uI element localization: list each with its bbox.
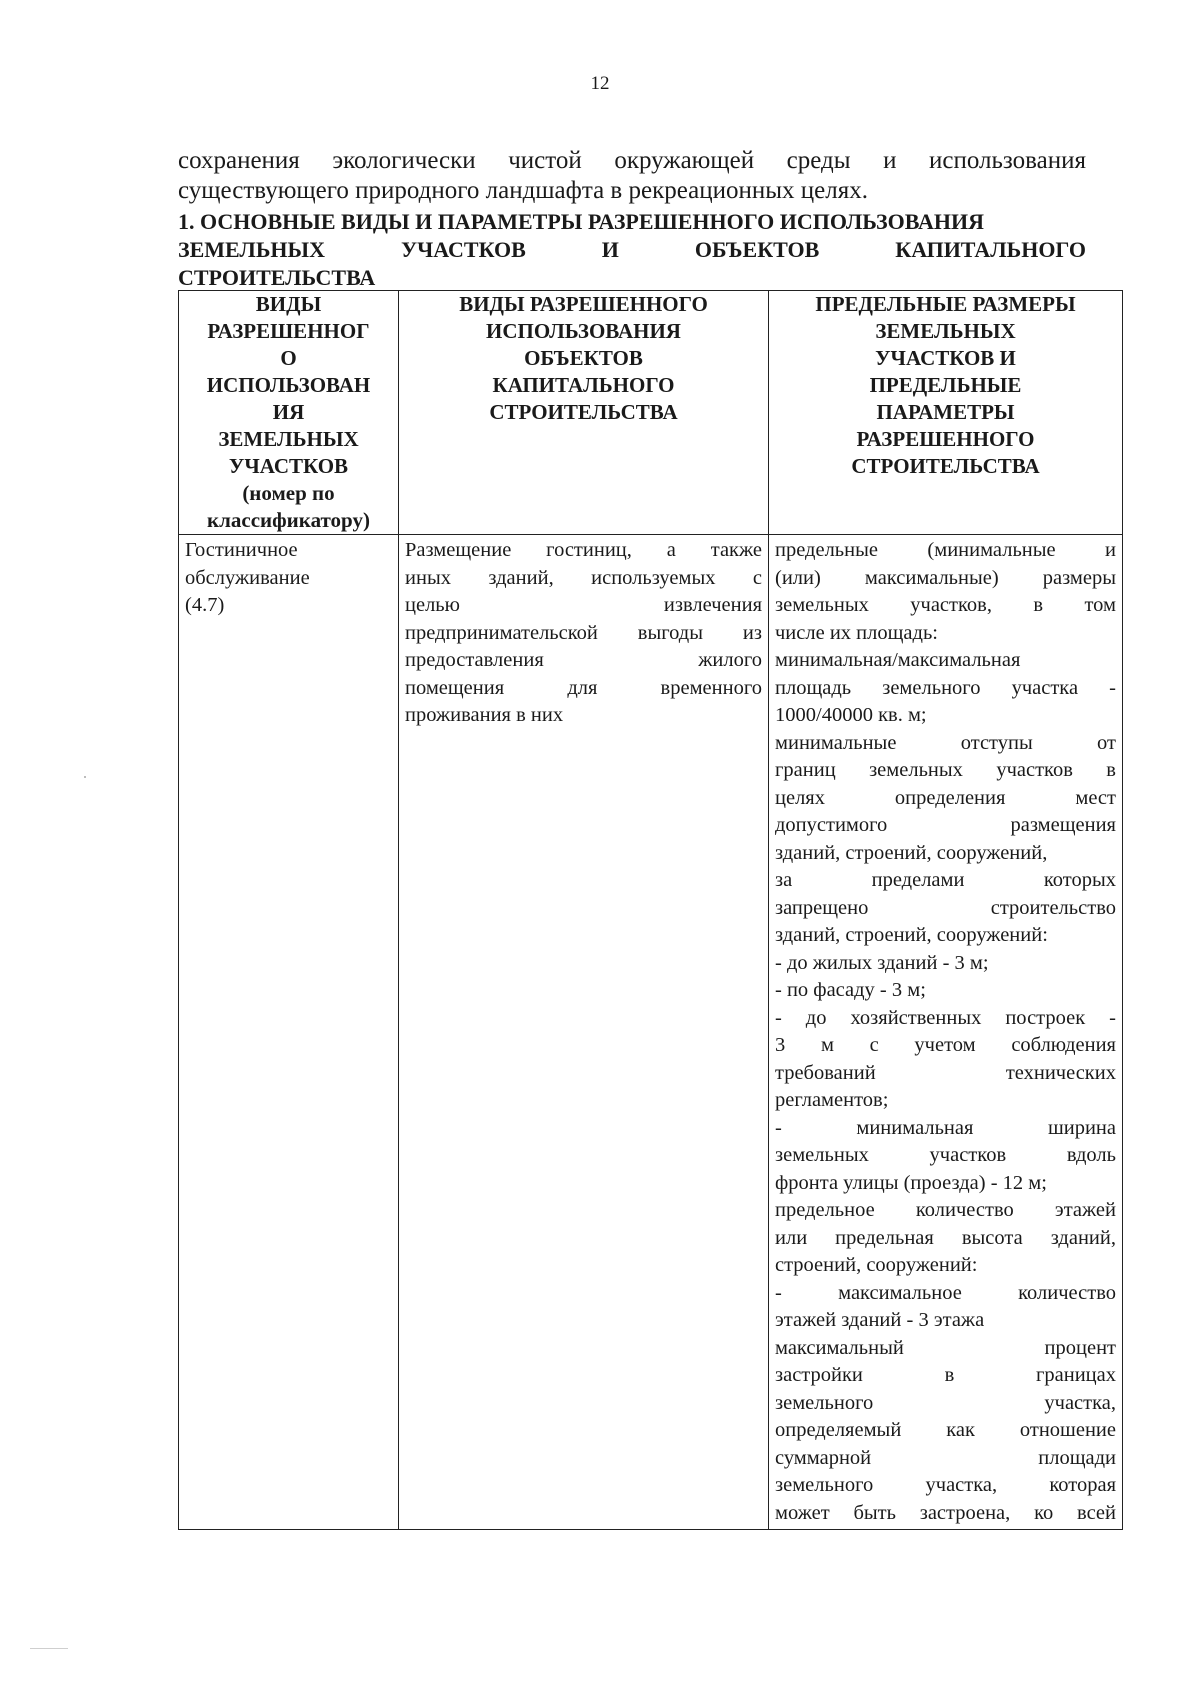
cell-description: [399, 535, 769, 1530]
header-line: КАПИТАЛЬНОГО: [492, 373, 675, 397]
header-line: ЗЕМЕЛЬНЫХ: [875, 319, 1016, 343]
header-line: ПРЕДЕЛЬНЫЕ РАЗМЕРЫ: [815, 292, 1076, 316]
scan-artifact: [84, 776, 86, 778]
cell-line: помещения для временного: [405, 676, 762, 699]
header-construction-use-types: [399, 291, 769, 535]
cell-line: зданий, строений, сооружений,: [775, 841, 1048, 864]
cell-line: суммарной площади: [775, 1446, 1116, 1469]
cell-line: предоставления жилого: [405, 649, 762, 671]
cell-line: определяемый как отношение: [775, 1419, 1116, 1441]
cell-line: 1000/40000 кв. м;: [775, 704, 927, 726]
table-row: [179, 535, 1123, 1530]
cell-line: земельного участка, которая: [775, 1474, 1116, 1496]
cell-line: требований технических: [775, 1061, 1116, 1084]
cell-line: минимальные отступы от: [775, 731, 1116, 754]
cell-line: целью извлечения: [405, 594, 762, 616]
header-limit-parameters: [769, 291, 1123, 535]
header-line: РАЗРЕШЕННОГ: [207, 319, 370, 343]
cell-line: площадь земельного участка -: [775, 676, 1116, 699]
section-heading: [178, 208, 1086, 292]
cell-line: - до хозяйственных построек -: [775, 1006, 1116, 1029]
cell-parameters: [769, 535, 1123, 1530]
cell-line: земельных участков, в том: [775, 594, 1116, 616]
cell-line: допустимого размещения: [775, 814, 1116, 836]
section-heading-line: СТРОИТЕЛЬСТВА: [178, 265, 376, 290]
cell-line: - минимальная ширина: [775, 1116, 1116, 1139]
page-number: 12: [590, 73, 610, 94]
cell-line: целях определения мест: [775, 786, 1116, 809]
cell-line: земельного участка,: [775, 1391, 1116, 1414]
header-line: ПАРАМЕТРЫ: [876, 400, 1015, 424]
cell-line: за пределами которых: [775, 869, 1116, 891]
cell-line: или предельная высота зданий,: [775, 1226, 1116, 1249]
cell-line: границ земельных участков в: [775, 759, 1116, 781]
header-line: ИЯ: [272, 400, 305, 424]
cell-line: - по фасаду - 3 м;: [775, 979, 926, 1001]
header-line: ИСПОЛЬЗОВАН: [206, 373, 371, 397]
cell-line: зданий, строений, сооружений:: [775, 924, 1048, 946]
header-line: РАЗРЕШЕННОГО: [856, 427, 1035, 451]
intro-line: существующего природного ландшафта в рекреационных целях.: [178, 177, 868, 204]
cell-line: (или) максимальные) размеры: [775, 566, 1116, 589]
header-land-use-types: [179, 291, 399, 535]
cell-line: - до жилых зданий - 3 м;: [775, 951, 989, 974]
scan-artifact: [30, 1648, 68, 1649]
cell-line: Гостиничное: [185, 539, 298, 561]
cell-line: застройки в границах: [775, 1364, 1116, 1386]
header-line: классификатору): [207, 508, 370, 532]
header-line: ИСПОЛЬЗОВАНИЯ: [486, 319, 681, 343]
header-line: ПРЕДЕЛЬНЫЕ: [869, 373, 1022, 397]
header-line: ОБЪЕКТОВ: [524, 346, 643, 370]
header-line: ВИДЫ РАЗРЕШЕННОГО: [459, 292, 708, 316]
cell-line: иных зданий, используемых с: [405, 566, 762, 589]
header-line: УЧАСТКОВ: [228, 454, 349, 478]
cell-line: этажей зданий - 3 этажа: [775, 1309, 985, 1331]
cell-line: минимальная/максимальная: [775, 649, 1021, 671]
cell-line: - максимальное количество: [775, 1281, 1116, 1304]
cell-line: земельных участков вдоль: [775, 1144, 1116, 1166]
intro-paragraph: [178, 146, 1086, 206]
header-line: СТРОИТЕЛЬСТВА: [489, 400, 678, 424]
cell-line: регламентов;: [775, 1089, 889, 1111]
cell-line: предпринимательской выгоды из: [405, 621, 762, 644]
table-header-row: [179, 291, 1123, 535]
cell-line: проживания в них: [405, 704, 564, 726]
cell-use-type: [179, 535, 399, 1530]
cell-line: строений, сооружений:: [775, 1254, 978, 1276]
header-line: ЗЕМЕЛЬНЫХ: [218, 427, 359, 451]
intro-line: сохранения экологически чистой окружающей среды и использования: [178, 147, 1086, 174]
cell-line: может быть застроена, ко всей: [775, 1501, 1116, 1524]
cell-line: фронта улицы (проезда) - 12 м;: [775, 1171, 1047, 1194]
header-line: (номер по: [242, 481, 335, 505]
section-heading-line: ЗЕМЕЛЬНЫХ УЧАСТКОВ И ОБЪЕКТОВ КАПИТАЛЬНОГО: [178, 237, 1086, 262]
cell-line: числе их площадь:: [775, 621, 938, 644]
cell-line: обслуживание: [185, 566, 310, 589]
cell-line: предельное количество этажей: [775, 1199, 1116, 1221]
cell-line: предельные (минимальные и: [775, 539, 1116, 561]
land-use-table: [178, 290, 1123, 1530]
header-line: ВИДЫ: [255, 292, 322, 316]
section-heading-line: 1. ОСНОВНЫЕ ВИДЫ И ПАРАМЕТРЫ РАЗРЕШЕННОГО ИСПОЛЬЗОВАНИЯ: [178, 209, 985, 234]
cell-line: (4.7): [185, 594, 225, 616]
cell-line: запрещено строительство: [775, 896, 1116, 919]
cell-line: максимальный процент: [775, 1336, 1116, 1359]
cell-line: Размещение гостиниц, а также: [405, 539, 762, 561]
header-line: О: [280, 346, 297, 370]
header-line: УЧАСТКОВ И: [875, 346, 1016, 370]
cell-line: 3 м с учетом соблюдения: [775, 1034, 1116, 1056]
header-line: СТРОИТЕЛЬСТВА: [851, 454, 1040, 478]
